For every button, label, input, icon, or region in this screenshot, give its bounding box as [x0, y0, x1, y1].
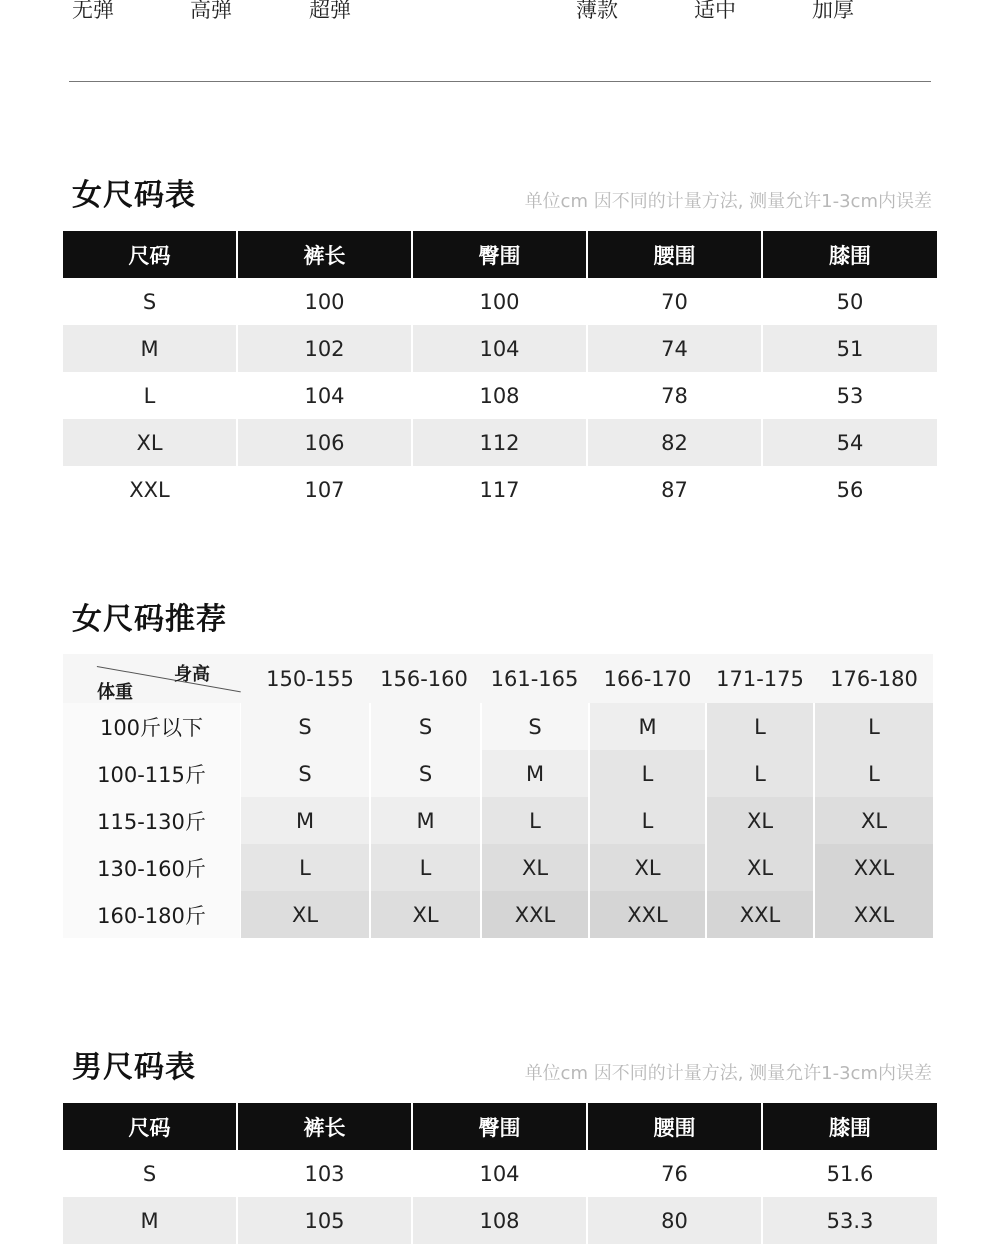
men-size-chart-title: 男尺码表 [72, 1050, 196, 1085]
table-cell: 53 [836, 383, 864, 408]
header-size: 尺码 [63, 231, 236, 278]
header-hip: 臀围 [413, 1103, 586, 1150]
table-row [63, 325, 937, 372]
recommend-cell: XXL [707, 891, 813, 938]
recommend-cell: S [371, 703, 480, 750]
height-range-header: 176-180 [830, 666, 918, 691]
table-header-row [63, 231, 937, 278]
table-cell: 74 [588, 325, 761, 372]
table-cell: 108 [479, 383, 520, 408]
table-row [63, 278, 937, 325]
size-recommend-grid [63, 654, 933, 938]
recommend-cell: XL [707, 844, 813, 891]
divider [69, 81, 931, 82]
table-row [63, 1197, 937, 1244]
height-range-header: 166-170 [603, 666, 692, 691]
weight-axis-label: 体重 [97, 682, 133, 703]
header-size: 尺码 [63, 1103, 236, 1150]
header-knee: 膝围 [763, 231, 937, 278]
header-length: 裤长 [238, 1103, 411, 1150]
thickness-thick-label: 加厚 [812, 0, 854, 22]
table-cell: 102 [238, 325, 411, 372]
recommend-cell: S [482, 703, 588, 750]
height-range-header: 156-160 [380, 666, 468, 691]
table-header-row [63, 1103, 937, 1150]
recommend-row [63, 797, 933, 844]
table-cell: 117 [479, 477, 520, 502]
header-waist: 腰围 [588, 1103, 761, 1150]
recommend-cell: XL [707, 797, 813, 844]
table-cell: M [63, 1197, 236, 1244]
table-cell: 105 [238, 1197, 411, 1244]
height-axis-label: 身高 [174, 664, 210, 685]
table-cell: 100 [479, 289, 520, 314]
table-cell: 106 [238, 419, 411, 466]
recommend-cell: XL [482, 844, 588, 891]
weight-range-label: 130-160斤 [63, 844, 240, 891]
table-cell: L [143, 383, 156, 408]
recommend-cell: S [371, 750, 480, 797]
recommend-cell: XL [241, 891, 369, 938]
recommend-cell: XXL [815, 891, 933, 938]
women-size-chart-title: 女尺码表 [72, 178, 196, 213]
women-size-chart-note: 单位cm 因不同的计量方法, 测量允许1-3cm内误差 [524, 191, 932, 212]
table-cell: 103 [304, 1161, 345, 1186]
elasticity-high-label: 高弹 [190, 0, 232, 22]
table-row [63, 1150, 937, 1197]
table-cell: 76 [661, 1161, 688, 1186]
recommend-cell: L [482, 797, 588, 844]
recommend-header-row [63, 654, 933, 703]
table-cell: 50 [836, 289, 864, 314]
table-cell: 107 [304, 477, 345, 502]
recommend-cell: M [371, 797, 480, 844]
recommend-cell: L [707, 750, 813, 797]
table-row [63, 372, 937, 419]
table-cell: 87 [661, 477, 688, 502]
weight-range-label: 100-115斤 [63, 750, 240, 797]
height-range-header: 171-175 [716, 666, 804, 691]
table-row [63, 419, 937, 466]
weight-range-label: 115-130斤 [63, 797, 240, 844]
recommend-cell: XL [371, 891, 480, 938]
table-cell: M [63, 325, 236, 372]
table-cell: 104 [304, 383, 345, 408]
table-cell: 53.3 [763, 1197, 937, 1244]
table-cell: 104 [479, 1161, 520, 1186]
header-length: 裤长 [238, 231, 411, 278]
recommend-cell: M [482, 750, 588, 797]
table-cell: 51.6 [826, 1161, 874, 1186]
weight-range-label: 100斤以下 [63, 703, 240, 750]
recommend-row [63, 891, 933, 938]
table-cell: XXL [129, 477, 170, 502]
recommend-cell: L [815, 750, 933, 797]
elasticity-super-label: 超弹 [309, 0, 351, 22]
recommend-cell: M [241, 797, 369, 844]
recommend-cell: L [707, 703, 813, 750]
recommend-row [63, 703, 933, 750]
header-waist: 腰围 [588, 231, 761, 278]
table-cell: 104 [413, 325, 586, 372]
thickness-medium-label: 适中 [694, 0, 736, 22]
weight-range-label: 160-180斤 [63, 891, 240, 938]
table-cell: S [142, 1161, 157, 1186]
table-cell: S [142, 289, 157, 314]
height-range-header: 161-165 [490, 666, 579, 691]
recommend-cell: M [590, 703, 705, 750]
table-cell: 70 [661, 289, 688, 314]
table-cell: 54 [763, 419, 937, 466]
recommend-cell: L [590, 750, 705, 797]
recommend-cell: S [241, 703, 369, 750]
elasticity-none-label: 无弹 [72, 0, 114, 22]
recommend-row [63, 844, 933, 891]
recommend-cell: L [590, 797, 705, 844]
header-hip: 臀围 [413, 231, 586, 278]
men-size-table [63, 1103, 937, 1244]
recommend-cell: L [241, 844, 369, 891]
recommend-cell: XXL [590, 891, 705, 938]
recommend-cell: XL [590, 844, 705, 891]
women-size-table [63, 231, 937, 513]
height-range-header: 150-155 [266, 666, 354, 691]
recommend-cell: XXL [482, 891, 588, 938]
women-size-recommend-title: 女尺码推荐 [72, 602, 227, 637]
recommend-cell: L [815, 703, 933, 750]
table-cell: 108 [413, 1197, 586, 1244]
table-cell: 78 [661, 383, 688, 408]
table-row [63, 466, 937, 513]
recommend-row [63, 750, 933, 797]
recommend-cell: XXL [815, 844, 933, 891]
table-cell: 51 [763, 325, 937, 372]
table-cell: 80 [588, 1197, 761, 1244]
corner-cell [63, 654, 240, 703]
men-size-chart-note: 单位cm 因不同的计量方法, 测量允许1-3cm内误差 [524, 1063, 932, 1084]
recommend-cell: XL [815, 797, 933, 844]
table-cell: 56 [836, 477, 864, 502]
header-knee: 膝围 [763, 1103, 937, 1150]
recommend-cell: S [241, 750, 369, 797]
table-cell: 100 [304, 289, 345, 314]
table-cell: XL [63, 419, 236, 466]
table-cell: 112 [413, 419, 586, 466]
recommend-cell: L [371, 844, 480, 891]
table-cell: 82 [588, 419, 761, 466]
thickness-thin-label: 薄款 [576, 0, 618, 22]
